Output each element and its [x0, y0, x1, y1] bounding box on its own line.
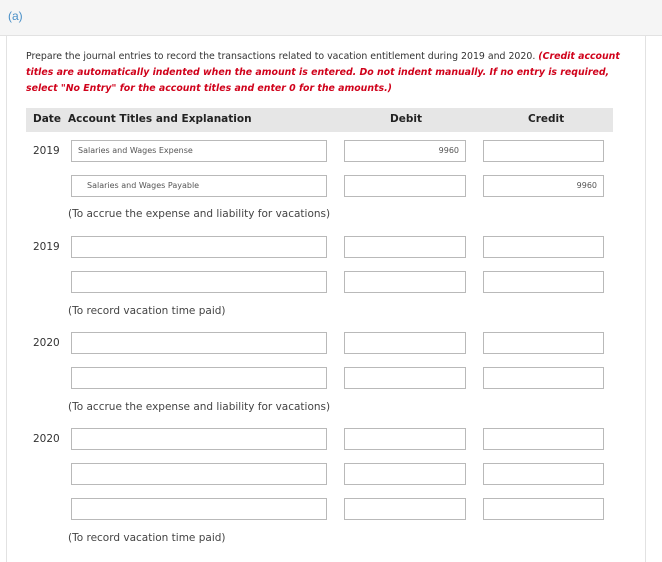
debit-input[interactable]: [344, 332, 466, 354]
entry-explanation: (To record vacation time paid): [68, 305, 226, 317]
account-title-input[interactable]: [71, 463, 327, 485]
part-label: (a): [8, 9, 23, 23]
debit-input[interactable]: 9960: [344, 140, 466, 162]
entry-explanation: (To accrue the expense and liability for vacations): [68, 401, 331, 413]
header-debit: Debit: [390, 113, 422, 125]
credit-input[interactable]: 9960: [483, 175, 604, 197]
debit-input[interactable]: [344, 271, 466, 293]
account-title-input[interactable]: [71, 498, 327, 520]
debit-input[interactable]: [344, 175, 466, 197]
instructions-text: Prepare the journal entries to record the transactions related to vacation entitlement during 2019 and 2020.: [26, 51, 536, 62]
entry-date: 2020: [33, 337, 60, 349]
account-title-input[interactable]: [71, 428, 327, 450]
account-title-input[interactable]: [71, 271, 327, 293]
header-account-titles: Account Titles and Explanation: [68, 113, 252, 125]
debit-input[interactable]: [344, 498, 466, 520]
credit-input[interactable]: [483, 271, 604, 293]
instructions-note: (Credit account titles are automatically indented when the amount is entered. Do not indent manually. If no entry is required, select "No Entry" for the account titles and enter 0 for the amounts.): [26, 51, 620, 94]
entry-date: 2019: [33, 145, 60, 157]
account-title-input[interactable]: [71, 236, 327, 258]
part-header: [0, 0, 662, 36]
debit-input[interactable]: [344, 236, 466, 258]
credit-input[interactable]: [483, 428, 604, 450]
account-title-input[interactable]: [71, 332, 327, 354]
account-title-input[interactable]: [71, 367, 327, 389]
credit-input[interactable]: [483, 140, 604, 162]
entry-explanation: (To record vacation time paid): [68, 532, 226, 544]
account-title-input[interactable]: Salaries and Wages Expense: [71, 140, 327, 162]
table-header: [26, 108, 613, 132]
entry-date: 2019: [33, 241, 60, 253]
instructions: [26, 49, 626, 97]
entry-explanation: (To accrue the expense and liability for vacations): [68, 208, 331, 220]
credit-input[interactable]: [483, 236, 604, 258]
account-title-input[interactable]: Salaries and Wages Payable: [71, 175, 327, 197]
credit-input[interactable]: [483, 463, 604, 485]
entry-date: 2020: [33, 433, 60, 445]
header-date: Date: [33, 113, 61, 125]
credit-input[interactable]: [483, 367, 604, 389]
header-credit: Credit: [528, 113, 565, 125]
debit-input[interactable]: [344, 463, 466, 485]
debit-input[interactable]: [344, 367, 466, 389]
credit-input[interactable]: [483, 332, 604, 354]
credit-input[interactable]: [483, 498, 604, 520]
debit-input[interactable]: [344, 428, 466, 450]
